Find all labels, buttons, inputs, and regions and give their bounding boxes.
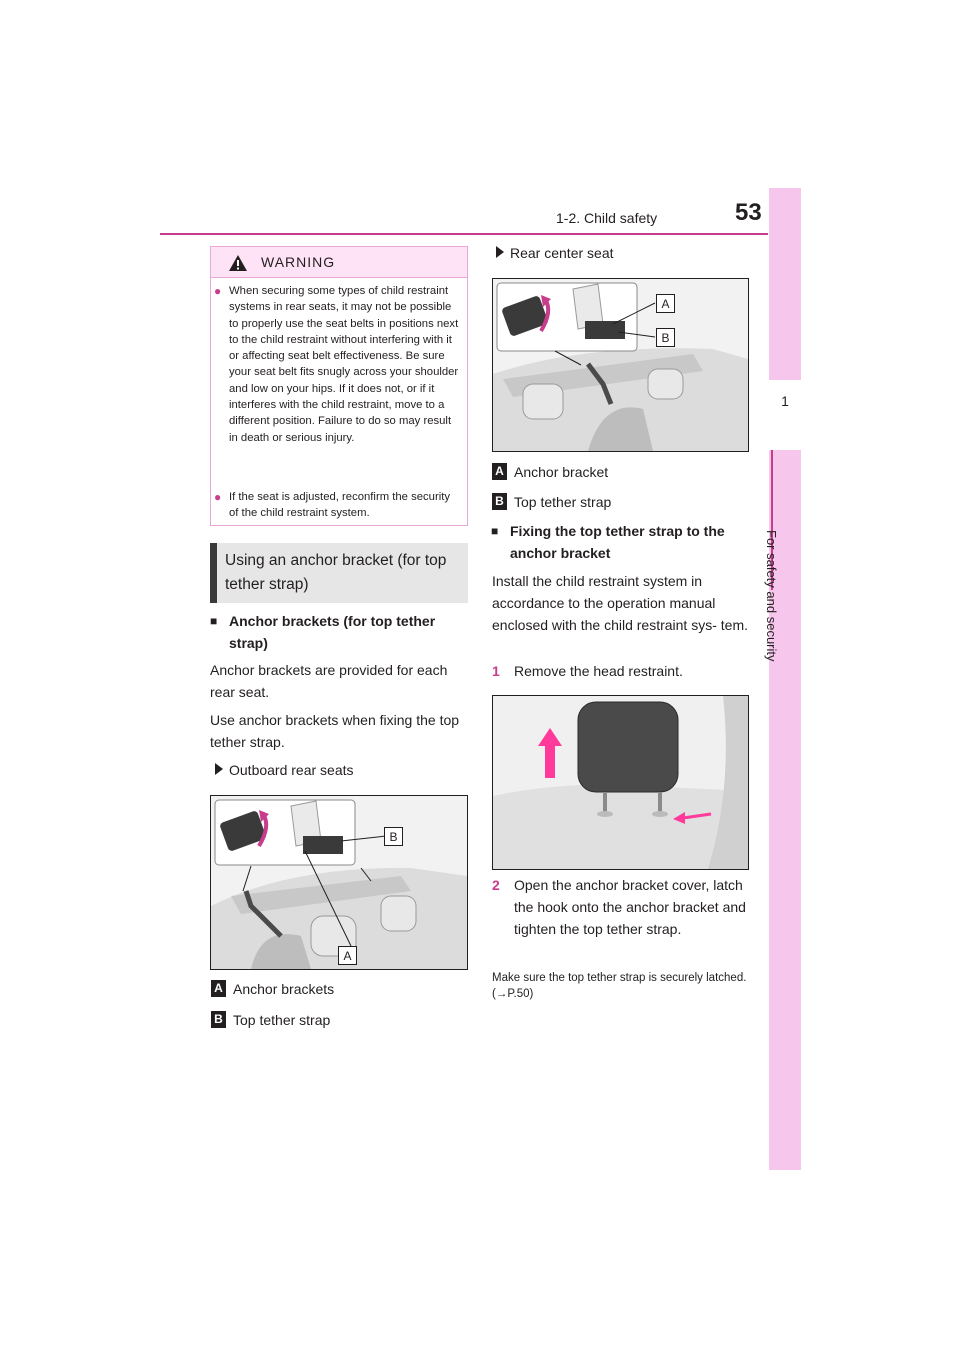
warning-title: WARNING bbox=[261, 254, 336, 270]
figure-center-seat bbox=[492, 278, 749, 452]
header-rule bbox=[160, 233, 768, 235]
step-number: 2 bbox=[492, 877, 500, 893]
bullet-outboard: Outboard rear seats bbox=[229, 759, 459, 781]
chapter-number-box bbox=[769, 380, 801, 450]
section-heading-bar bbox=[210, 543, 217, 603]
square-bullet-icon: ■ bbox=[210, 614, 218, 628]
bullet-dot-icon: ● bbox=[214, 284, 222, 298]
chapter-number: 1 bbox=[781, 393, 789, 409]
bullet-dot-icon: ● bbox=[214, 490, 222, 504]
square-bullet-icon: ■ bbox=[491, 524, 499, 538]
legend-text: Anchor bracket bbox=[514, 464, 609, 480]
legend-text: Top tether strap bbox=[233, 1012, 331, 1028]
step-1: 1 Remove the head restraint. bbox=[514, 660, 749, 682]
figure-outboard-seats bbox=[210, 795, 468, 970]
note: Make sure the top tether strap is securely latched. (→P.50) bbox=[492, 972, 747, 1000]
section-heading bbox=[210, 543, 468, 603]
warning-item: ● If the seat is adjusted, reconfirm the security of the child restraint system. bbox=[214, 490, 451, 520]
chapter-title: For safety and security bbox=[764, 530, 779, 662]
paragraph: Install the child restraint system in accordance to the operation manual enclosed with the child restraint sys- tem. bbox=[492, 573, 748, 633]
warning-box bbox=[210, 246, 468, 526]
paragraph: Anchor brackets are provided for each rear seat. bbox=[210, 662, 448, 700]
step-number: 1 bbox=[492, 663, 500, 679]
seat-illustration bbox=[493, 279, 748, 451]
seat-illustration bbox=[211, 796, 467, 969]
legend-text: Anchor brackets bbox=[233, 981, 335, 997]
figure-label: A bbox=[338, 946, 357, 965]
paragraph: Use anchor brackets when fixing the top tether strap. bbox=[210, 712, 460, 750]
triangle-bullet-icon bbox=[215, 763, 223, 775]
legend-badge: A bbox=[492, 463, 507, 480]
page-number: 53 bbox=[735, 199, 762, 226]
legend-text: Top tether strap bbox=[514, 494, 612, 510]
warning-item: ● When securing some types of child restraint systems in rear seats, it may not be possible to properly use the seat belts in positions next to the child restraint without interfering with it or affecting seat belt effectiveness. Be sure your seat belt fits snugly across your shoulder and low on your hips. If it does not, or if it interferes with the child restraint, move to a different position. Failure to do so may result in death or serious injury. bbox=[214, 284, 459, 444]
legend-badge: B bbox=[211, 1011, 226, 1028]
figure-label: A bbox=[656, 294, 675, 313]
triangle-bullet-icon bbox=[496, 246, 504, 258]
legend-badge: B bbox=[492, 493, 507, 510]
chapter-tab bbox=[769, 188, 801, 1170]
legend-badge: A bbox=[211, 980, 226, 997]
figure-head-restraint bbox=[492, 695, 749, 870]
bullet-center: Rear center seat bbox=[510, 242, 750, 264]
section-title-header: 1-2. Child safety bbox=[556, 210, 658, 226]
section-heading-text: Using an anchor bracket (for top tether strap) bbox=[225, 552, 447, 593]
warning-triangle-icon bbox=[228, 254, 248, 272]
subheading-fixing-strap: ■ Fixing the top tether strap to the anchor bracket bbox=[510, 520, 740, 564]
figure-label: B bbox=[384, 827, 403, 846]
step-2: 2 Open the anchor bracket cover, latch the hook onto the anchor bracket and tighten the top tether strap. bbox=[514, 874, 749, 940]
head-restraint-illustration bbox=[493, 696, 748, 869]
subheading-anchor-brackets: ■ Anchor brackets (for top tether strap) bbox=[229, 610, 461, 654]
figure-label: B bbox=[656, 328, 675, 347]
warning-header bbox=[211, 247, 467, 278]
